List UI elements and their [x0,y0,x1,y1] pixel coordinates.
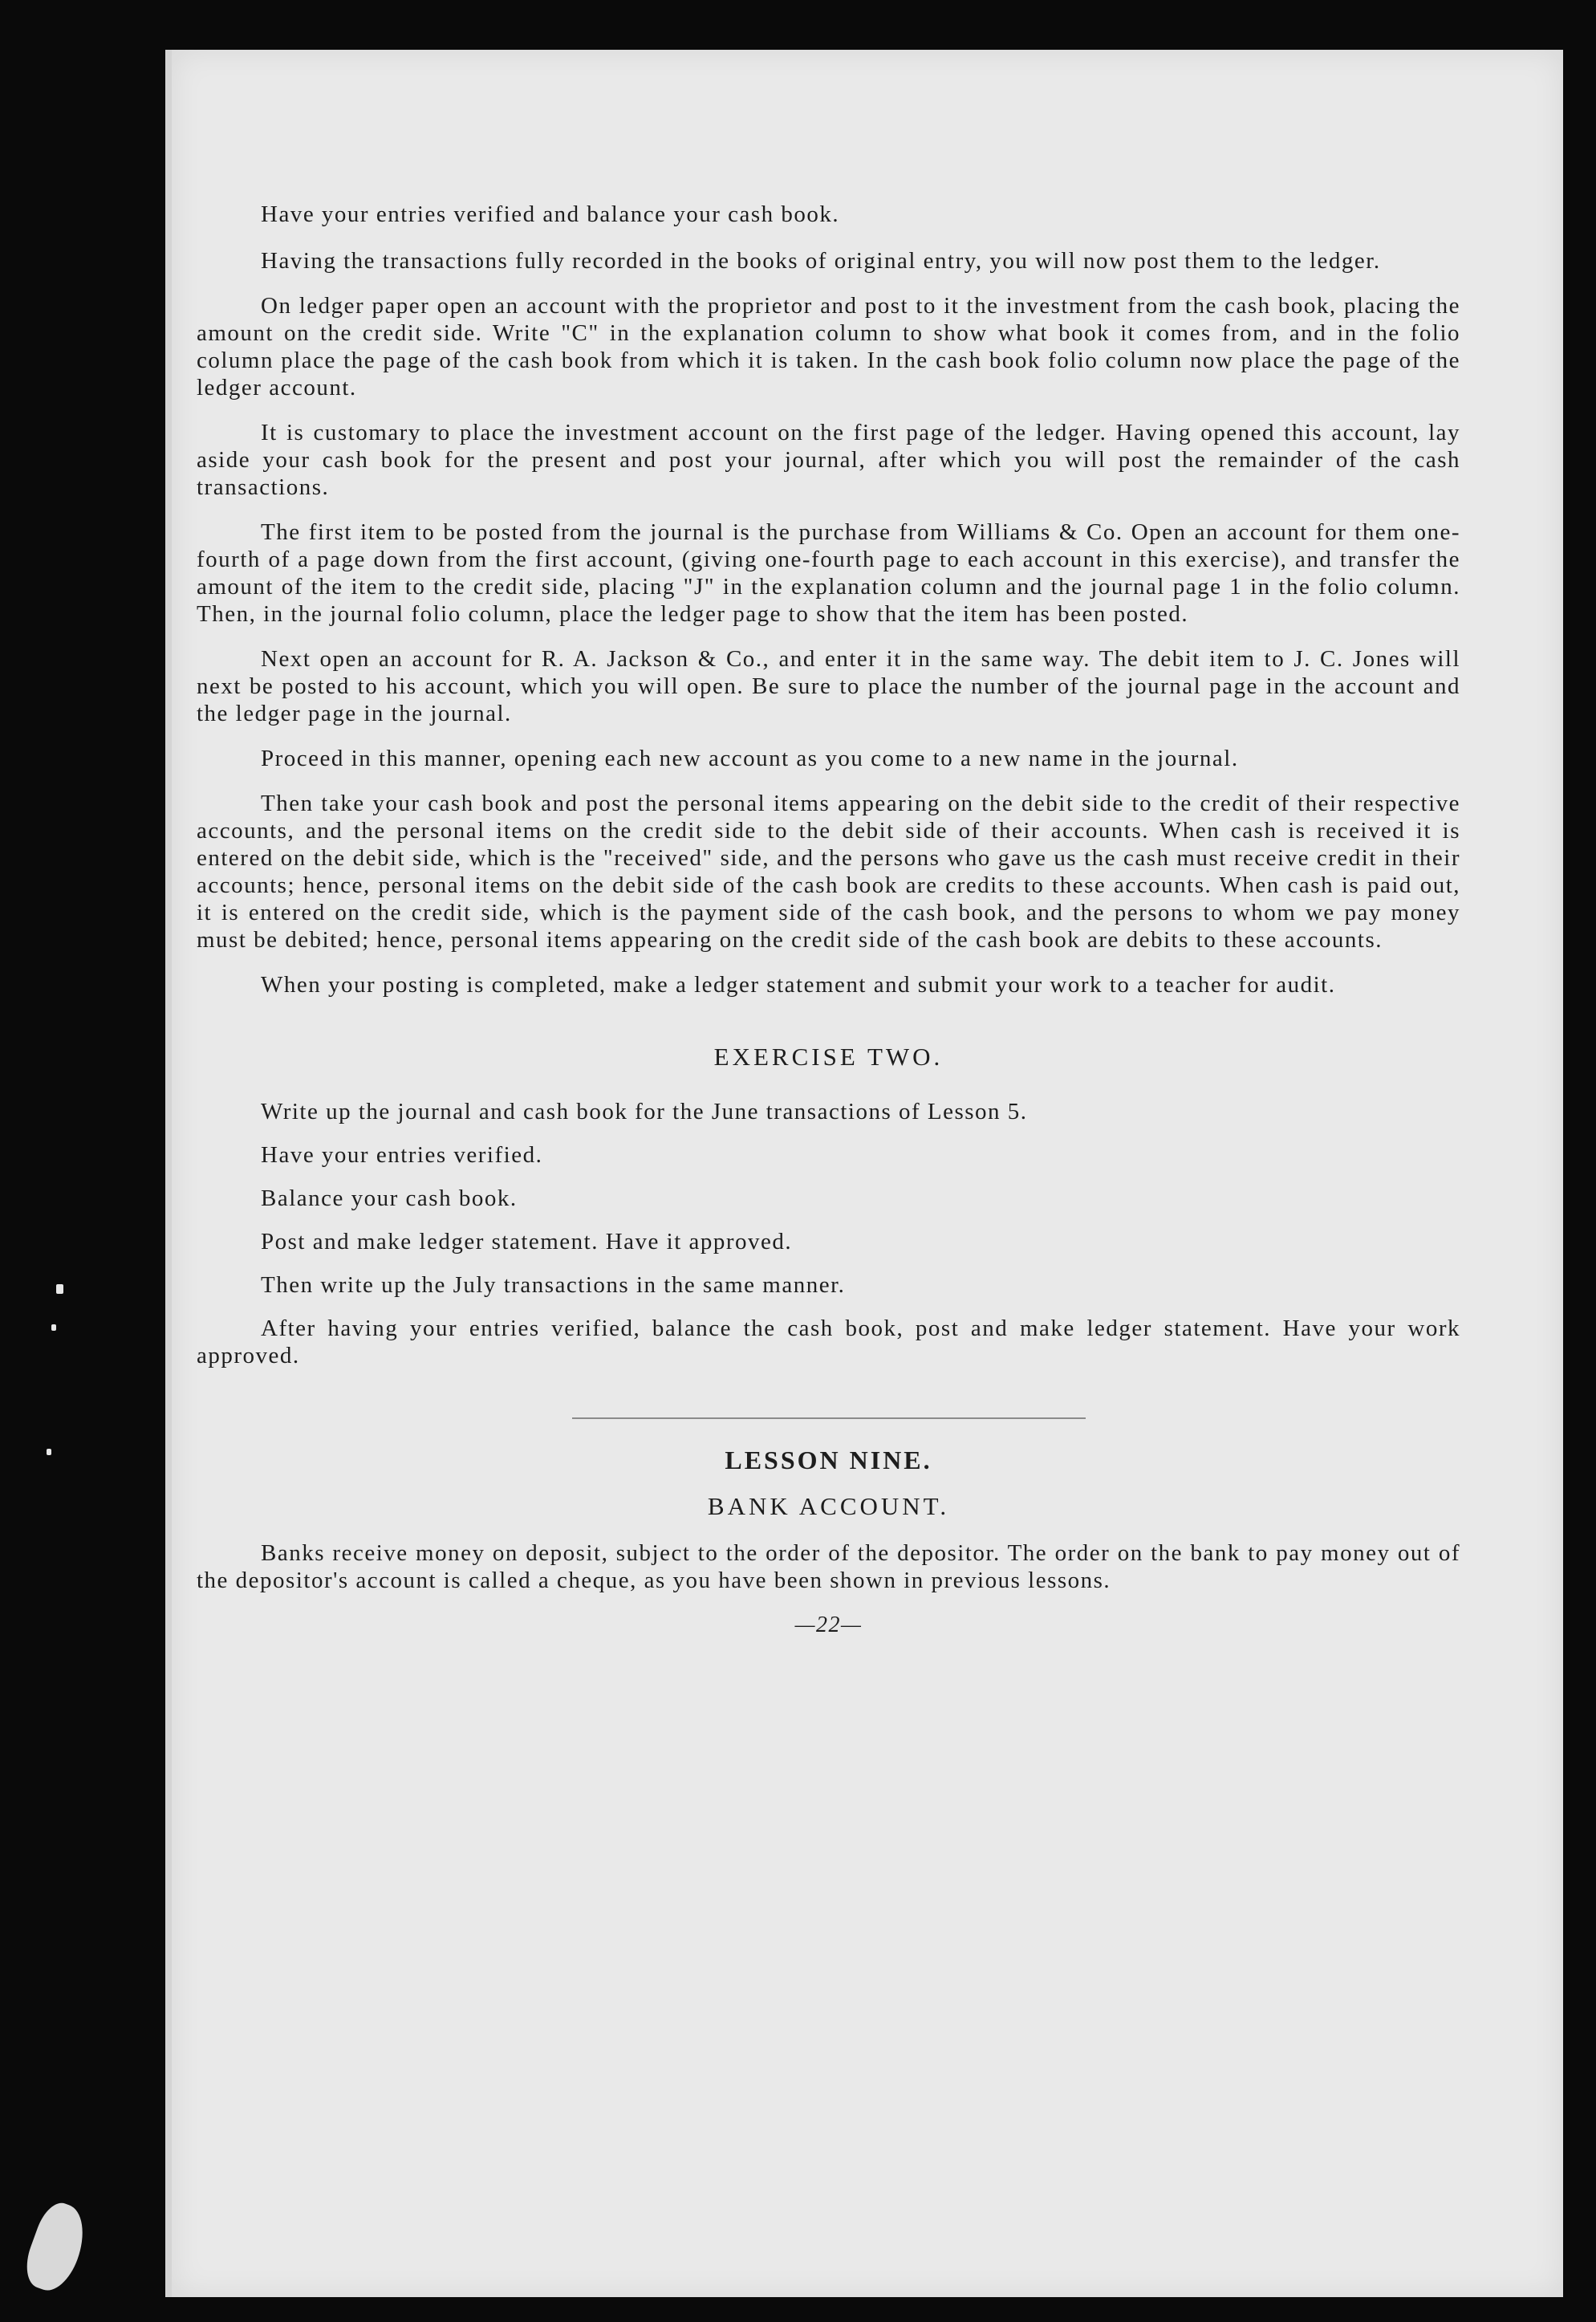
exercise-paragraph: Balance your cash book. [261,1185,518,1211]
lesson-subtitle: BANK ACCOUNT. [707,1492,950,1520]
paragraph: Proceed in this manner, opening each new account as you come to a new name in the journal. [261,746,1239,771]
exercise-paragraph: Write up the journal and cash book for the June transactions of Lesson 5. [261,1099,1028,1124]
paragraph: The first item to be posted from the journal is the purchase from Williams & Co. Open an account for them one-fourth of a page down from the first account, (giving one-fourth page to each account in this exercise), and transfer the amount of the item to the credit side, placing "J" in the explanation column and the journal page 1 in the folio column. Then, in the journal folio column, place the ledger page to show that the item has been posted. [197,519,1460,627]
exercise-paragraph: Have your entries verified. [261,1142,543,1168]
section-divider [572,1417,1086,1419]
paragraph: It is customary to place the investment account on the first page of the ledger. Having opened this account, lay aside your cash book for the present and post your journal, after which you will post the remainder of the cash transactions. [197,420,1460,500]
exercise-paragraph: After having your entries verified, balance the cash book, post and make ledger statement. Have your work approved. [197,1316,1460,1368]
exercise-section [197,1098,1460,1369]
lesson-title: LESSON NINE. [725,1446,932,1474]
exercise-heading: EXERCISE TWO. [713,1043,944,1071]
lesson-paragraph: Banks receive money on deposit, subject to the order of the depositor. The order on the bank to pay money out of the depositor's account is called a cheque, as you have been shown in previous lessons. [197,1540,1460,1593]
page-number: —22— [794,1612,863,1637]
paragraph: Next open an account for R. A. Jackson & Co., and enter it in the same way. The debit item to J. C. Jones will next be posted to his account, which you will open. Be sure to place the number of the journal page in the account and the ledger page in the journal. [197,646,1460,726]
paragraph: On ledger paper open an account with the proprietor and post to it the investment from the cash book, placing the amount on the credit side. Write "C" in the explanation column to show what book it comes from, and in the folio column place the page of the cash book from which it is taken. In the cash book folio column now place the page of the ledger account. [197,293,1460,401]
paragraph: When your posting is completed, make a ledger statement and submit your work to a teacher for audit. [261,972,1336,998]
paragraph: Have your entries verified and balance your cash book. [261,201,840,227]
edge-speck [56,1284,63,1294]
paper-smudge [18,2198,94,2297]
page-content [197,201,1460,1639]
exercise-paragraph: Then write up the July transactions in the same manner. [261,1272,846,1298]
exercise-paragraph: Post and make ledger statement. Have it approved. [261,1229,793,1255]
paragraph: Having the transactions fully recorded in the books of original entry, you will now post them to the ledger. [261,248,1381,274]
edge-speck [51,1324,56,1331]
edge-speck [47,1449,51,1455]
paragraph: Then take your cash book and post the personal items appearing on the debit side to the credit of their respective accounts, and the personal items on the credit side to the debit side of their accounts. When cash is received it is entered on the debit side, which is the "received" side, and the persons who gave us the cash must receive credit in their accounts; hence, personal items on the debit side of the cash book are credits to these accounts. When cash is paid out, it is entered on the credit side, which is the payment side of the cash book, and the persons to whom we pay money must be debited; hence, personal items appearing on the credit side of the cash book are debits to these accounts. [197,791,1460,953]
